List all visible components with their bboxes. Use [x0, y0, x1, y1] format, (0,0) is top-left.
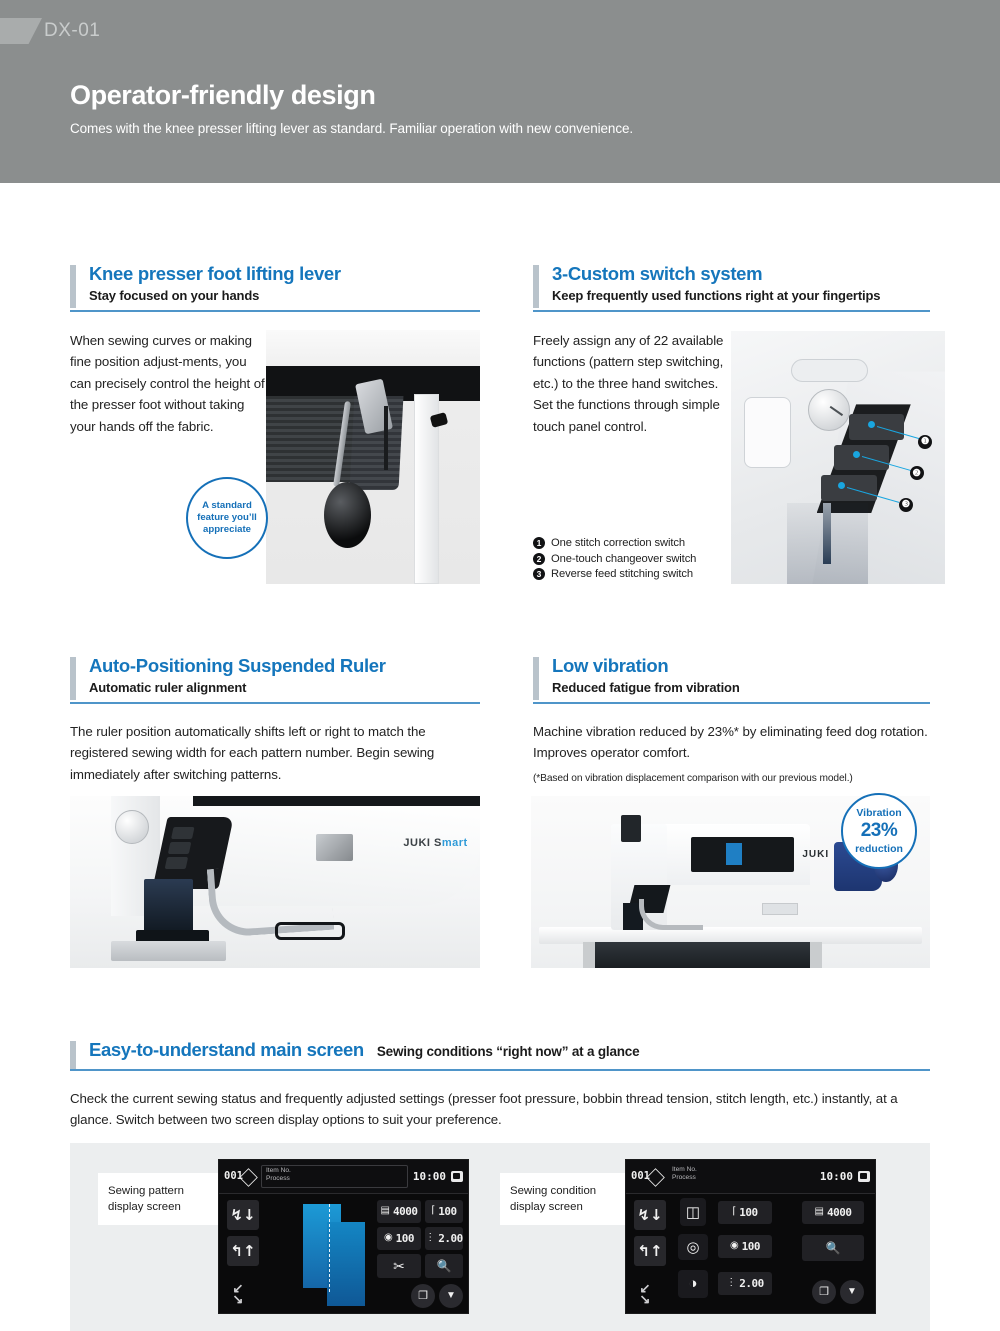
- feature-title: Auto-Positioning Suspended Ruler: [89, 655, 386, 676]
- feature-block-low-vibration: [533, 655, 930, 786]
- lcd-status-bar: [219, 1160, 468, 1194]
- tile-stitch-length[interactable]: [425, 1227, 463, 1250]
- label-line-1: Sewing condition: [510, 1185, 597, 1197]
- stitch-length-icon: ⋮: [726, 1277, 737, 1289]
- heading-accent-bar: [70, 1041, 76, 1069]
- stitch-length-icon: ⋮: [425, 1232, 436, 1244]
- knee-lifter-pipe-shape: [639, 899, 703, 930]
- feed-dial-illustration: [678, 1270, 708, 1298]
- photo-auto-ruler: [70, 796, 480, 968]
- badge-line-3: reduction: [855, 842, 903, 855]
- feature-subtitle: Stay focused on your hands: [89, 288, 260, 303]
- feature-body-text: Machine vibration reduced by 23%* by eliminating feed dog rotation. Improves operator comfort.: [533, 723, 928, 761]
- thread-guide-shape: [115, 810, 149, 844]
- feature-subtitle: Automatic ruler alignment: [89, 680, 247, 695]
- reverse-feed-start-button[interactable]: ↯↓: [227, 1200, 259, 1230]
- clock-time: 10:00: [819, 1169, 853, 1183]
- numeric-input-button[interactable]: [439, 1284, 463, 1308]
- page-header: [0, 0, 1000, 183]
- under-table-shape: [587, 942, 818, 968]
- reverse-feed-start-button[interactable]: ↯↓: [634, 1200, 666, 1230]
- search-no-icon: 🔍: [436, 1258, 452, 1273]
- diamond-123-icon: ▼: [847, 1286, 857, 1298]
- feature-body-text: The ruler position automatically shifts left or right to match the registered sewing width for each pattern number. Begin sewing immediately after switching patterns.: [70, 723, 435, 782]
- heading-rule: [70, 310, 480, 312]
- diamond-123-icon: ▼: [446, 1290, 456, 1302]
- heading-accent-bar: [533, 657, 539, 700]
- legend-item: [533, 568, 733, 580]
- feature-heading: [70, 655, 480, 704]
- tile-sewing-speed[interactable]: [802, 1201, 864, 1224]
- corner-parallelogram-icon: [0, 18, 42, 44]
- bobbin-tension-value: 100: [395, 1231, 415, 1245]
- feature-title: Low vibration: [552, 655, 669, 676]
- item-no-label: Item No.: [671, 1165, 697, 1173]
- copy-pattern-button[interactable]: [812, 1280, 836, 1304]
- table-leg-left-shape: [583, 942, 595, 968]
- callout-number-1: ❶: [918, 435, 932, 449]
- spec-plate-shape: [762, 903, 798, 915]
- bobbin-icon: ◉: [383, 1232, 393, 1244]
- tile-pattern-search[interactable]: [802, 1235, 864, 1261]
- operation-panel-shape: [691, 837, 795, 871]
- stitch-shape-icon: ↘↗: [230, 1282, 246, 1305]
- stitch-line-graphic: [329, 1204, 330, 1292]
- brand-juki: JUKI S: [403, 837, 442, 850]
- slot-cutout-shape: [275, 922, 345, 941]
- item-no-field[interactable]: [261, 1165, 408, 1189]
- lcd-content-area: [219, 1194, 468, 1313]
- heading-rule: [533, 702, 930, 704]
- tile-bobbin-thread-tension[interactable]: [718, 1235, 772, 1258]
- lcd-content-area: [626, 1194, 875, 1313]
- feature-footnote: (*Based on vibration displacement comparison with our previous model.): [533, 772, 853, 784]
- table-leg-right-shape: [810, 942, 822, 968]
- lever-pivot-shape: [384, 406, 388, 470]
- heading-accent-bar: [70, 265, 76, 308]
- pattern-number[interactable]: 001: [224, 1170, 256, 1182]
- presser-foot-value: 100: [438, 1204, 457, 1218]
- tile-sewing-speed[interactable]: [377, 1200, 421, 1223]
- badge-line-1: A standard: [202, 500, 252, 512]
- badge-line-2: feature you’ll: [197, 512, 257, 524]
- callout-number-3: ❸: [899, 498, 913, 512]
- speed-icon: ▤: [380, 1205, 390, 1217]
- feature-subtitle: Sewing conditions “right now” at a glance: [376, 1044, 640, 1059]
- heading-accent-bar: [533, 265, 539, 308]
- stitch-length-value: 2.00: [438, 1231, 463, 1245]
- page-title: Operator-friendly design: [70, 80, 376, 110]
- label-line-1: Sewing pattern: [108, 1185, 184, 1197]
- badge-standard-feature: [186, 477, 268, 559]
- search-no-icon: 🔍: [825, 1240, 841, 1255]
- badge-value: 23%: [860, 820, 898, 842]
- feature-heading: [70, 1039, 930, 1071]
- bobbin-icon: ◉: [729, 1240, 739, 1252]
- tile-thread-trim[interactable]: [377, 1254, 421, 1278]
- legend-label: One-touch changeover switch: [551, 552, 697, 565]
- presser-foot-illustration-icon: ◫: [685, 1203, 701, 1221]
- heading-rule: [533, 310, 930, 312]
- callout-dot-3-icon: [838, 482, 845, 489]
- feature-block-main-screen: [70, 1039, 930, 1131]
- scissors-icon: ✂: [393, 1257, 405, 1274]
- feature-body-text: Check the current sewing status and frequently adjusted settings (presser foot pressure, bobbin thread tension, stitch length, etc.) instantly, at a glance. Switch between two screen display options to suit your preference.: [70, 1090, 898, 1128]
- bobbin-illustration-icon: ◎: [686, 1238, 700, 1256]
- feature-title: Easy-to-understand main screen: [89, 1039, 364, 1060]
- reverse-feed-end-button[interactable]: ↰↑: [227, 1236, 259, 1266]
- item-no-label: Item No.: [265, 1166, 291, 1174]
- badge-line-3: appreciate: [203, 523, 251, 535]
- needle-bar-shape: [144, 879, 193, 934]
- panel-screen-shape: [726, 843, 743, 865]
- brand-smart: mart: [441, 837, 468, 850]
- presser-foot-value: 100: [739, 1205, 758, 1219]
- feature-title: Knee presser foot lifting lever: [89, 263, 341, 284]
- label-sewing-condition-screen: [500, 1173, 632, 1225]
- item-no-field[interactable]: [668, 1165, 815, 1189]
- feature-heading: [70, 263, 480, 312]
- callout-number-2: ❷: [910, 466, 924, 480]
- label-line-2: display screen: [108, 1201, 181, 1213]
- lcd-sewing-pattern-screen[interactable]: [218, 1159, 469, 1314]
- process-label: Process: [671, 1173, 696, 1181]
- tile-presser-foot-pressure[interactable]: [425, 1200, 463, 1223]
- feature-block-auto-ruler: [70, 655, 480, 785]
- speed-icon: ▤: [814, 1206, 824, 1218]
- clock-time: 10:00: [412, 1169, 446, 1183]
- stitch-shape-icon: ↘↗: [637, 1282, 653, 1305]
- feature-title: 3-Custom switch system: [552, 263, 763, 284]
- process-label: Process: [265, 1174, 290, 1182]
- tile-pattern-search[interactable]: [425, 1254, 463, 1278]
- model-label: DX-01: [44, 20, 101, 41]
- screens-panel: [70, 1143, 930, 1331]
- lcd-status-bar: [626, 1160, 875, 1194]
- numeric-input-button[interactable]: [840, 1280, 864, 1304]
- bobbin-illustration: [678, 1234, 708, 1260]
- tile-stitch-length[interactable]: [718, 1272, 772, 1295]
- model-corner-tag: [0, 16, 100, 46]
- feed-dial-illustration-icon: ◑: [688, 1275, 698, 1293]
- needle-plate-shape: [111, 941, 226, 962]
- slot-plate-shape: [791, 359, 868, 382]
- photo-brand-text: [403, 837, 467, 849]
- presser-foot-icon: ⌈: [431, 1205, 436, 1217]
- legend-label: Reverse feed stitching switch: [551, 568, 693, 580]
- data-transfer-icon[interactable]: [858, 1171, 870, 1182]
- sewing-speed-value: 4000: [826, 1205, 852, 1219]
- copy-pattern-button[interactable]: [411, 1284, 435, 1308]
- left-plate-shape: [744, 397, 791, 468]
- legend-number: 2: [533, 553, 545, 565]
- feature-body-text: When sewing curves or making fine position adjust-ments, you can precisely control the height of the presser foot without taking your hands off the fabric.: [70, 332, 265, 434]
- clamp-bracket-shape: [316, 834, 353, 862]
- legend-number: 1: [533, 537, 545, 549]
- presser-foot-icon: ⌈: [732, 1206, 737, 1218]
- page-subtitle: Comes with the knee presser lifting lever as standard. Familiar operation with new convenience.: [70, 121, 634, 136]
- badge-line-1: Vibration: [856, 806, 902, 819]
- legend-item: [533, 553, 733, 565]
- switch-legend-list: [533, 537, 733, 584]
- reverse-feed-end-button[interactable]: ↰↑: [634, 1236, 666, 1266]
- legend-number: 3: [533, 568, 545, 580]
- bobbin-tension-value: 100: [741, 1239, 761, 1253]
- heading-rule: [70, 1069, 930, 1071]
- legend-item: [533, 537, 733, 549]
- feature-subtitle: Reduced fatigue from vibration: [552, 680, 740, 695]
- photo-brand-text: JUKI: [802, 849, 830, 861]
- photo-custom-switches: [731, 331, 945, 584]
- feature-subtitle: Keep frequently used functions right at your fingertips: [552, 288, 881, 303]
- sewing-speed-value: 4000: [392, 1204, 418, 1218]
- tile-bobbin-thread-tension[interactable]: [377, 1227, 421, 1250]
- feature-body-text: Freely assign any of 22 available functions (pattern step switching, etc.) to the three hand switches. Set the functions through simple touch panel control.: [533, 332, 724, 434]
- tension-dial-shape: [808, 389, 850, 431]
- feature-heading: [533, 263, 930, 312]
- needle-assembly-shape: [787, 503, 868, 584]
- stitch-length-value: 2.00: [739, 1276, 764, 1290]
- presser-foot-illustration: [680, 1198, 706, 1226]
- callout-dot-1-icon: [868, 421, 875, 428]
- copy-icon: ❐: [819, 1286, 829, 1299]
- knee-knob-shape: [324, 482, 371, 548]
- pattern-number[interactable]: 001: [631, 1170, 663, 1182]
- table-top-shape: [266, 330, 480, 366]
- legend-label: One stitch correction switch: [551, 537, 685, 549]
- label-sewing-pattern-screen: [98, 1173, 224, 1225]
- heading-accent-bar: [70, 657, 76, 700]
- badge-vibration-reduction: [841, 793, 917, 869]
- feature-heading: [533, 655, 930, 704]
- label-line-2: display screen: [510, 1201, 583, 1213]
- heading-inline-group: [89, 1039, 930, 1061]
- data-transfer-icon[interactable]: [451, 1171, 463, 1182]
- heading-rule: [70, 702, 480, 704]
- photo-knee-lever: [266, 330, 480, 584]
- thread-stand-shape: [621, 815, 641, 843]
- tile-presser-foot-pressure[interactable]: [718, 1201, 772, 1224]
- fabric-piece-front: [327, 1222, 365, 1306]
- lcd-sewing-condition-screen[interactable]: [625, 1159, 876, 1314]
- copy-icon: ❐: [418, 1290, 428, 1303]
